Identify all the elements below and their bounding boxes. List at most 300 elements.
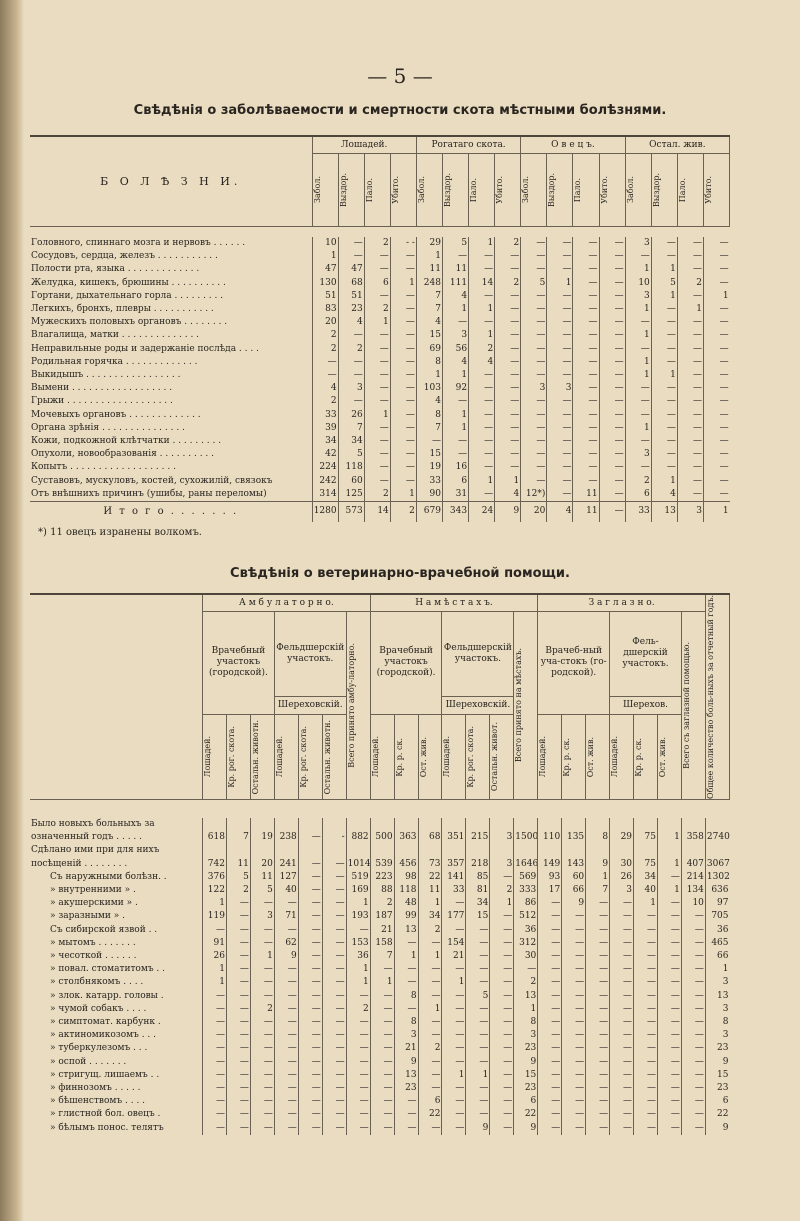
cell-value [418, 818, 442, 831]
cell-value: — [599, 369, 625, 382]
table-row [30, 1082, 730, 1095]
cell-value: — [442, 1029, 466, 1042]
cell-value: — [521, 329, 547, 342]
cell-value: — [634, 924, 658, 937]
cell-value: — [274, 924, 298, 937]
table-row [30, 831, 730, 844]
cell-value: — [625, 382, 651, 395]
cell-value: 125 [338, 488, 364, 502]
cell-value: — [298, 1095, 322, 1108]
cell-value: — [651, 435, 677, 448]
group-header: Рогатаго скота. [416, 136, 520, 154]
cell-value: 3 [625, 290, 651, 303]
cell-value [274, 818, 298, 831]
cell-value: — [495, 303, 521, 316]
cell-value: — [490, 1069, 514, 1082]
cell-value: — [573, 395, 599, 408]
cell-value: 169 [346, 884, 370, 897]
cell-value: — [203, 1029, 227, 1042]
cell-value: — [599, 263, 625, 276]
cell-value: 1 [442, 976, 466, 989]
cell-value: — [495, 395, 521, 408]
cell-value: — [322, 1016, 346, 1029]
cell-value: — [466, 1042, 490, 1055]
cell-value: — [657, 1108, 681, 1121]
cell-value: 15 [466, 910, 490, 923]
cell-value: 224 [312, 461, 338, 474]
cell-value [705, 844, 729, 857]
cell-value: — [466, 950, 490, 963]
cell-value: 48 [394, 897, 418, 910]
cell-value: — [469, 488, 495, 502]
cell-value: — [538, 924, 562, 937]
cell-value: — [521, 369, 547, 382]
cell-value: — [390, 461, 416, 474]
cell-value [226, 844, 250, 857]
cell-value: — [495, 356, 521, 369]
cell-value: — [346, 924, 370, 937]
cell-value [322, 844, 346, 857]
col-header [418, 714, 442, 799]
cell-value: 7 [370, 950, 394, 963]
cell-value: 4 [495, 488, 521, 502]
cell-value [490, 818, 514, 831]
cell-value: 2 [418, 1042, 442, 1055]
cell-value: — [469, 382, 495, 395]
cell-value: — [490, 1082, 514, 1095]
cell-value: 618 [203, 831, 227, 844]
table-row [30, 290, 730, 303]
cell-value: 34 [312, 435, 338, 448]
cell-value: 9 [274, 950, 298, 963]
total-value: 343 [442, 502, 468, 523]
cell-value: — [322, 1003, 346, 1016]
cell-value: — [226, 1056, 250, 1069]
cell-value: — [562, 1095, 586, 1108]
cell-value: — [298, 910, 322, 923]
cell-value: — [322, 924, 346, 937]
cell-value: — [562, 1042, 586, 1055]
col-header [394, 714, 418, 799]
col-label: Общее количество боль-ныхъ за отчетный годъ. [705, 595, 715, 799]
cell-value: 1302 [705, 871, 729, 884]
cell-value: 1 [416, 369, 442, 382]
cell-value: — [466, 963, 490, 976]
cell-value: 158 [370, 937, 394, 950]
cell-value: 9 [586, 858, 610, 871]
cell-value: 1 [651, 263, 677, 276]
cell-value: 2 [250, 1003, 274, 1016]
subcol-label: Забол. [625, 176, 635, 204]
table2-title: Свѣдѣнія о ветеринарно-врачебной помощи. [230, 566, 570, 581]
row-label: » чесоткой . . . . . . [50, 951, 137, 962]
cell-value: — [466, 976, 490, 989]
footnote: *) 11 овецъ изранены волкомъ. [38, 527, 202, 538]
col-label: Лошадей. [442, 736, 452, 778]
cell-value: — [681, 1003, 705, 1016]
cell-value: — [226, 1108, 250, 1121]
row-label: Желудка, кишекъ, брюшины . . . . . . . . . . [31, 277, 226, 288]
cell-value: — [634, 910, 658, 923]
cell-value: 33 [312, 409, 338, 422]
col-label: Ост. жив. [586, 736, 596, 778]
cell-value: — [573, 263, 599, 276]
cell-value: — [298, 937, 322, 950]
cell-value: — [547, 329, 573, 342]
total-value: 20 [521, 502, 547, 523]
cell-value: 2 [364, 237, 390, 250]
cell-value: — [610, 950, 634, 963]
row-label: » стригущ. лишаемъ . . [50, 1069, 160, 1080]
cell-value: — [490, 937, 514, 950]
row-label: » бѣлымъ понос. телятъ [50, 1122, 164, 1133]
cell-value: — [651, 382, 677, 395]
cell-value [394, 844, 418, 857]
cell-value: 75 [634, 858, 658, 871]
cell-value: 20 [250, 858, 274, 871]
cell-value: — [226, 1082, 250, 1095]
cell-value: — [586, 897, 610, 910]
cell-value: — [495, 435, 521, 448]
cell-value: — [390, 382, 416, 395]
cell-value: — [370, 1016, 394, 1029]
total-value: 11 [573, 502, 599, 523]
cell-value: 143 [562, 858, 586, 871]
cell-value: — [521, 422, 547, 435]
cell-value: — [651, 422, 677, 435]
cell-value: 149 [538, 858, 562, 871]
cell-value: 333 [514, 884, 538, 897]
cell-value: — [390, 422, 416, 435]
cell-value: 6 [364, 277, 390, 290]
cell-value: — [298, 963, 322, 976]
cell-value: — [538, 976, 562, 989]
cell-value: — [538, 1042, 562, 1055]
table1-title: Свѣдѣнія о заболѣваемости и смертности скота мѣстными болѣзнями. [133, 103, 667, 118]
cell-value: — [298, 831, 322, 844]
row-label: посѣщеній . . . . . . . . [31, 858, 128, 869]
col-label: Остальн. живот. [490, 722, 500, 792]
cell-value: 85 [466, 871, 490, 884]
cell-value: — [442, 448, 468, 461]
cell-value [370, 818, 394, 831]
cell-value: 4 [312, 382, 338, 395]
cell-value: — [338, 356, 364, 369]
total-col-header [705, 594, 729, 799]
cell-value: — [599, 343, 625, 356]
cell-value: — [370, 1029, 394, 1042]
cell-value: 358 [681, 831, 705, 844]
cell-value: 99 [394, 910, 418, 923]
cell-value: 569 [514, 871, 538, 884]
cell-value: — [346, 1069, 370, 1082]
cell-value: 10 [681, 897, 705, 910]
cell-value: — [547, 488, 573, 502]
cell-value: — [610, 1003, 634, 1016]
cell-value: — [657, 1095, 681, 1108]
cell-value: — [442, 963, 466, 976]
row-label: » бѣшенствомъ . . . . [50, 1096, 146, 1107]
cell-value: 29 [416, 237, 442, 250]
cell-value: 23 [338, 303, 364, 316]
subcol-header [338, 154, 364, 227]
total-value: 2 [390, 502, 416, 523]
table-row [30, 871, 730, 884]
cell-value: — [226, 1122, 250, 1135]
cell-value: — [599, 435, 625, 448]
cell-value: — [250, 1108, 274, 1121]
table-row [30, 409, 730, 422]
cell-value: — [490, 950, 514, 963]
row-header: Б О Л Ѣ З Н И. [30, 136, 312, 227]
cell-value: 241 [274, 858, 298, 871]
cell-value: 122 [203, 884, 227, 897]
cell-value: — [586, 1042, 610, 1055]
cell-value: — [495, 290, 521, 303]
cell-value: — [322, 910, 346, 923]
total-value: — [599, 502, 625, 523]
cell-value: 4 [416, 395, 442, 408]
cell-value: — [651, 329, 677, 342]
cell-value: 14 [469, 277, 495, 290]
cell-value: — [651, 303, 677, 316]
cell-value: — [586, 1122, 610, 1135]
cell-value: — [681, 1016, 705, 1029]
row-label: Съ наружными болѣзн. . [50, 871, 167, 882]
cell-value: — [599, 329, 625, 342]
cell-value [203, 818, 227, 831]
cell-value: — [703, 409, 729, 422]
cell-value: — [634, 1003, 658, 1016]
total-label: И т о г о . . . . . . . [30, 502, 312, 523]
cell-value: 10 [625, 277, 651, 290]
cell-value: — [547, 316, 573, 329]
cell-value: — [394, 1095, 418, 1108]
cell-value [346, 844, 370, 857]
cell-value: 2 [312, 395, 338, 408]
cell-value: 1 [469, 475, 495, 488]
row-label: » заразными » . [50, 911, 125, 922]
cell-value: 19 [416, 461, 442, 474]
cell-value: — [573, 250, 599, 263]
cell-value: — [226, 1016, 250, 1029]
cell-value: 1 [442, 369, 468, 382]
cell-value: — [651, 356, 677, 369]
row-label: » чумой собакъ . . . . [50, 1003, 147, 1014]
group-header: О в е ц ъ. [521, 136, 625, 154]
cell-value: — [703, 395, 729, 408]
cell-value: 1 [442, 422, 468, 435]
cell-value: — [538, 990, 562, 1003]
cell-value: — [274, 990, 298, 1003]
cell-value [634, 844, 658, 857]
cell-value: — [226, 976, 250, 989]
row-label: Гортани, дыхательнаго горла . . . . . . . . . [31, 290, 224, 301]
cell-value: 8 [394, 1016, 418, 1029]
cell-value: 5 [226, 871, 250, 884]
cell-value: 4 [442, 290, 468, 303]
cell-value: 6 [442, 475, 468, 488]
cell-value: 92 [442, 382, 468, 395]
cell-value: — [573, 369, 599, 382]
cell-value: — [538, 1082, 562, 1095]
cell-value: 5 [250, 884, 274, 897]
cell-value: — [677, 263, 703, 276]
cell-value: — [469, 250, 495, 263]
cell-value: — [490, 976, 514, 989]
cell-value: — [469, 409, 495, 422]
cell-value: — [657, 1056, 681, 1069]
table-row [30, 435, 730, 448]
cell-value: 141 [442, 871, 466, 884]
cell-value: — [586, 910, 610, 923]
cell-value: — [538, 1003, 562, 1016]
cell-value: — [677, 461, 703, 474]
cell-value: — [521, 475, 547, 488]
col-label: Остальн. животн. [322, 719, 332, 795]
col-header [274, 714, 298, 799]
cell-value: — [634, 950, 658, 963]
total-value: 1280 [312, 502, 338, 523]
cell-value: 2 [338, 343, 364, 356]
cell-value: 376 [203, 871, 227, 884]
cell-value: — [677, 409, 703, 422]
cell-value: 127 [274, 871, 298, 884]
cell-value: — [538, 1056, 562, 1069]
cell-value: 238 [274, 831, 298, 844]
cell-value: — [538, 1016, 562, 1029]
cell-value: — [469, 369, 495, 382]
row-label: » столбнякомъ . . . . [50, 977, 144, 988]
cell-value [657, 818, 681, 831]
cell-value: — [657, 924, 681, 937]
table-row [30, 448, 730, 461]
row-label: » внутренними » . [50, 885, 136, 895]
cell-value: — [599, 488, 625, 502]
cell-value: — [495, 250, 521, 263]
cell-value: 1 [490, 897, 514, 910]
subcol-label: Забол. [521, 176, 531, 204]
cell-value: — [466, 1016, 490, 1029]
cell-value: — [418, 976, 442, 989]
cell-value: 1014 [346, 858, 370, 871]
cell-value: 22 [418, 871, 442, 884]
cell-value: — [681, 910, 705, 923]
group-header: З а г л а з н о. [538, 594, 706, 612]
cell-value: — [442, 897, 466, 910]
cell-value: 11 [250, 871, 274, 884]
subcol-header [703, 154, 729, 227]
cell-value: — [322, 871, 346, 884]
total-value: 4 [547, 502, 573, 523]
cell-value: — [495, 409, 521, 422]
cell-value: 11 [573, 488, 599, 502]
cell-value: — [521, 448, 547, 461]
cell-value: — [298, 1029, 322, 1042]
cell-value: — [469, 395, 495, 408]
cell-value: 1 [677, 303, 703, 316]
cell-value: 363 [394, 831, 418, 844]
cell-value: 71 [274, 910, 298, 923]
cell-value: 47 [338, 263, 364, 276]
cell-value: — [610, 1029, 634, 1042]
cell-value: — [677, 448, 703, 461]
cell-value: 3 [514, 1029, 538, 1042]
table-row [30, 1029, 730, 1042]
cell-value: — [586, 1029, 610, 1042]
cell-value: — [599, 237, 625, 250]
cell-value: 68 [418, 831, 442, 844]
cell-value: 3 [625, 448, 651, 461]
cell-value [418, 844, 442, 857]
cell-value: — [599, 382, 625, 395]
subcol-label: Убито. [703, 176, 713, 204]
cell-value: — [250, 937, 274, 950]
cell-value: — [703, 382, 729, 395]
cell-value [442, 844, 466, 857]
cell-value: — [547, 250, 573, 263]
subgroup-header: Шереховскій. [442, 696, 514, 714]
cell-value: — [599, 422, 625, 435]
cell-value: 214 [681, 871, 705, 884]
group-header: Лошадей. [312, 136, 416, 154]
row-label: Сдѣлано ими при для нихъ [31, 845, 160, 856]
cell-value: — [562, 1069, 586, 1082]
cell-value: — [466, 1003, 490, 1016]
cell-value: — [298, 950, 322, 963]
cell-value: — [538, 1069, 562, 1082]
cell-value: — [226, 1003, 250, 1016]
table-row [30, 1003, 730, 1016]
cell-value: 519 [346, 871, 370, 884]
cell-value: — [599, 290, 625, 303]
cell-value: 1 [651, 475, 677, 488]
cell-value: 1 [469, 303, 495, 316]
cell-value: 5 [521, 277, 547, 290]
cell-value: 1 [625, 356, 651, 369]
cell-value: 2 [495, 277, 521, 290]
cell-value [610, 818, 634, 831]
subcol-header [677, 154, 703, 227]
cell-value: 110 [538, 831, 562, 844]
cell-value: — [442, 250, 468, 263]
cell-value: — [573, 343, 599, 356]
cell-value: — [490, 924, 514, 937]
cell-value: 83 [312, 303, 338, 316]
cell-value: — [466, 1108, 490, 1121]
cell-value: — [250, 963, 274, 976]
cell-value: — [657, 950, 681, 963]
col-header [466, 714, 490, 799]
group-header: А м б у л а т о р н о. [203, 594, 371, 612]
cell-value: 2 [346, 1003, 370, 1016]
cell-value: 1 [346, 897, 370, 910]
cell-value: — [599, 250, 625, 263]
cell-value: 23 [705, 1042, 729, 1055]
table-row [30, 858, 730, 871]
cell-value: — [610, 897, 634, 910]
cell-value: — [250, 990, 274, 1003]
cell-value: 22 [418, 1108, 442, 1121]
col-header [322, 714, 346, 799]
table-row [30, 1108, 730, 1121]
cell-value: — [226, 963, 250, 976]
cell-value: 2 [490, 884, 514, 897]
cell-value: — [390, 316, 416, 329]
cell-value: — [418, 1122, 442, 1135]
cell-value: — [657, 1029, 681, 1042]
cell-value: — [442, 1056, 466, 1069]
